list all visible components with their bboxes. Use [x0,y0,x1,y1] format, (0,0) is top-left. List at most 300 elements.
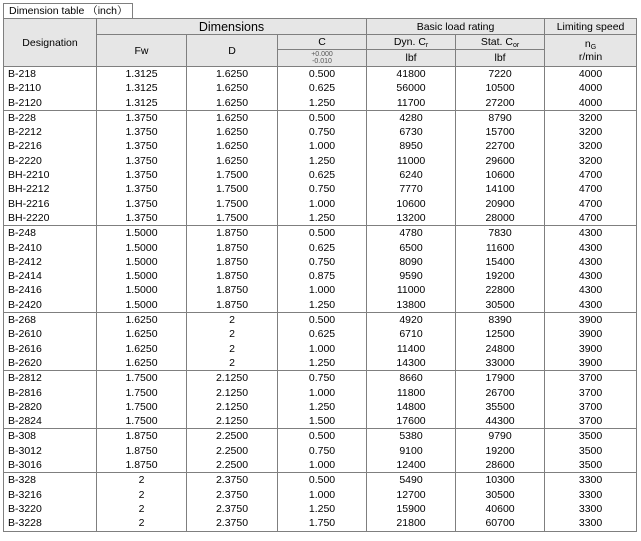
stat-cell-value: 20900 [485,197,515,210]
d-cell-value: 2.3750 [215,474,249,487]
d-cell-value: 2 [229,314,235,327]
dyn-cell-value: 41800 [396,68,426,80]
stat-cell [456,313,545,371]
c-cell-value: 0.625 [308,328,336,341]
designation-cell-value: B-2220 [8,154,42,167]
stat-cell-value: 10500 [485,82,515,95]
fw-cell-value: 1.3750 [125,169,158,182]
stat-cell-value: 26700 [485,386,515,399]
d-cell [187,110,278,225]
stat-cell-value: 29600 [485,154,515,167]
stat-cell [456,110,545,225]
fw-cell-value: 1.6250 [125,328,158,341]
header-stat-unit: lbf [456,50,545,67]
stat-cell-value: 7220 [488,68,512,80]
fw-cell [97,371,187,429]
dyn-cell-value: 4780 [399,227,423,240]
dyn-cell-value: 4920 [399,314,423,327]
table-row-group [4,429,637,473]
dyn-cell-value: 14300 [396,356,426,369]
dyn-cell-value: 5380 [399,430,423,443]
fw-cell [97,429,187,473]
fw-cell-value: 1.7500 [125,386,158,399]
d-cell-value: 2.2500 [215,430,249,443]
stat-cell-value: 17900 [485,372,515,385]
dyn-cell-value: 11000 [396,154,426,167]
d-cell-value: 2.1250 [215,386,249,399]
c-cell-value: 0.750 [308,126,336,139]
dyn-cell-value: 8090 [399,255,423,268]
dyn-cell [367,429,456,473]
speed-cell-value: 3700 [578,415,603,428]
c-cell-value: 0.500 [308,227,336,240]
d-cell-value: 2.3750 [215,488,249,501]
stat-cell-value: 24800 [485,342,515,355]
speed-cell-value: 3200 [578,154,603,167]
header-stat-label: Stat. C [480,35,513,48]
designation-cell-value: B-2820 [8,400,42,413]
fw-cell-value: 1.3750 [125,111,158,124]
dyn-cell [367,67,456,111]
d-cell-value: 1.6250 [215,140,249,153]
c-cell [278,110,367,225]
fw-cell-value: 1.5000 [125,241,158,254]
fw-cell [97,110,187,225]
c-cell [278,429,367,473]
designation-cell-value: B-2110 [8,82,42,95]
c-cell-value: 1.250 [308,154,336,167]
table-row-group [4,110,637,225]
c-cell-value: 0.500 [308,68,336,80]
d-cell-value: 1.7500 [215,169,249,182]
dyn-cell-value: 6710 [399,328,423,341]
dyn-cell-value: 12400 [396,459,426,472]
c-cell-value: 0.500 [308,474,336,487]
designation-cell-value: B-3228 [8,517,42,530]
fw-cell-value: 1.8750 [125,459,158,472]
header-speed-unit: r/min [578,51,603,63]
speed-cell [545,313,637,371]
speed-cell-value: 4000 [578,82,603,95]
stat-cell-value: 11600 [485,241,515,254]
dyn-cell [367,313,456,371]
d-cell-value: 2 [229,342,235,355]
header-stat [456,35,545,50]
designation-cell-value: B-3216 [8,488,42,501]
designation-cell-value: B-2120 [8,96,42,109]
fw-cell-value: 1.5000 [125,227,158,240]
speed-cell [545,429,637,473]
dyn-cell-value: 13800 [396,298,426,311]
table-body [4,67,637,532]
speed-cell-value: 4700 [578,183,603,196]
fw-cell [97,67,187,111]
designation-cell [4,226,97,313]
d-cell-value: 2 [229,356,235,369]
fw-cell-value: 1.3750 [125,183,158,196]
speed-cell-value: 3300 [578,502,603,515]
fw-cell-value: 1.6250 [125,356,158,369]
dyn-cell-value: 9590 [399,270,423,283]
stat-cell [456,473,545,531]
d-cell-value: 1.7500 [215,183,249,196]
fw-cell-value: 1.6250 [125,342,158,355]
fw-cell-value: 2 [138,517,145,530]
dyn-cell-value: 17600 [396,415,426,428]
stat-cell [456,429,545,473]
designation-cell [4,313,97,371]
d-cell-value: 2.1250 [215,372,249,385]
header-c-tolerance [278,50,367,67]
d-cell [187,429,278,473]
designation-cell-value: B-2610 [8,328,42,341]
stat-cell-value: 33000 [485,356,515,369]
stat-cell-value: 8790 [488,111,512,124]
speed-cell-value: 3300 [578,474,603,487]
header-fw: Fw [97,35,187,67]
dyn-cell-value: 11700 [396,96,426,109]
d-cell-value: 2 [229,328,235,341]
designation-cell-value: BH-2210 [8,169,50,182]
fw-cell-value: 1.5000 [125,284,158,297]
fw-cell-value: 1.3750 [125,211,158,224]
speed-cell-value: 3700 [578,400,603,413]
stat-cell-value: 40600 [485,502,515,515]
d-cell-value: 1.8750 [215,298,249,311]
table-row-group [4,473,637,531]
d-cell-value: 1.7500 [215,211,249,224]
c-cell-value: 0.750 [308,444,336,457]
designation-cell-value: BH-2212 [8,183,50,196]
designation-cell-value: BH-2220 [8,211,50,224]
c-cell-value: 0.500 [308,314,336,327]
fw-cell [97,226,187,313]
designation-cell-value: B-2620 [8,356,42,369]
c-cell-value: 1.000 [308,342,336,355]
d-cell-value: 2.2500 [215,444,249,457]
d-cell-value: 2.1250 [215,400,249,413]
header-c-tol-top: +0.000 [311,51,333,58]
c-cell-value: 1.000 [308,197,336,210]
designation-cell [4,67,97,111]
dyn-cell-value: 12700 [396,488,426,501]
header-dyn [367,35,456,50]
fw-cell-value: 1.8750 [125,430,158,443]
header-basic-load-rating: Basic load rating [367,19,545,35]
header-c-label: C [318,36,326,48]
designation-cell-value: B-228 [8,111,37,124]
stat-cell-value: 12500 [485,328,515,341]
c-cell [278,473,367,531]
d-cell-value: 1.8750 [215,270,249,283]
stat-cell-value: 8390 [488,314,512,327]
speed-cell [545,226,637,313]
designation-cell-value: B-248 [8,227,37,240]
dyn-cell [367,371,456,429]
table-row-group [4,371,637,429]
c-cell-value: 0.750 [308,372,336,385]
speed-cell-value: 3500 [578,430,603,443]
stat-cell [456,226,545,313]
designation-cell-value: B-2416 [8,284,42,297]
fw-cell-value: 2 [138,488,145,501]
d-cell-value: 1.7500 [215,197,249,210]
d-cell [187,371,278,429]
dyn-cell-value: 11000 [396,284,426,297]
speed-cell [545,371,637,429]
header-c [278,35,367,50]
dyn-cell-value: 5490 [399,474,423,487]
d-cell [187,226,278,313]
c-cell-value: 0.750 [308,183,336,196]
d-cell [187,67,278,111]
stat-cell [456,67,545,111]
dyn-cell [367,110,456,225]
stat-cell-value: 19200 [485,270,515,283]
designation-cell-value: B-2212 [8,126,42,139]
dyn-cell-value: 15900 [396,502,426,515]
designation-cell-value: B-3012 [8,444,42,457]
table-row-group [4,313,637,371]
stat-cell-value: 28600 [485,459,515,472]
speed-cell-value: 3200 [578,126,603,139]
fw-cell-value: 1.8750 [125,444,158,457]
c-cell-value: 0.500 [308,111,336,124]
d-cell-value: 2.1250 [215,415,249,428]
header-ng-sub: G [590,44,597,51]
d-cell-value: 1.8750 [215,241,249,254]
stat-cell-value: 30500 [485,298,515,311]
fw-cell-value: 1.3125 [125,68,158,80]
designation-cell-value: B-308 [8,430,37,443]
fw-cell-value: 1.3125 [125,96,158,109]
designation-cell [4,110,97,225]
header-ng [545,35,637,67]
table-title: Dimension table （inch） [3,3,133,18]
fw-cell [97,473,187,531]
fw-cell-value: 2 [138,474,145,487]
d-cell [187,473,278,531]
speed-cell-value: 3900 [578,356,603,369]
speed-cell-value: 4000 [578,96,603,109]
stat-cell-value: 7830 [488,227,512,240]
designation-cell-value: B-2824 [8,415,42,428]
d-cell-value: 1.6250 [215,96,249,109]
speed-cell-value: 4300 [578,227,603,240]
stat-cell-value: 22700 [485,140,515,153]
fw-cell-value: 1.3125 [125,82,158,95]
dyn-cell-value: 8660 [399,372,423,385]
stat-cell-value: 35500 [485,400,515,413]
d-cell-value: 1.8750 [215,227,249,240]
designation-cell-value: B-328 [8,474,37,487]
speed-cell-value: 4300 [578,298,603,311]
stat-cell-value: 9790 [488,430,512,443]
c-cell-value: 1.000 [308,386,336,399]
dyn-cell-value: 8950 [399,140,423,153]
dyn-cell [367,473,456,531]
fw-cell-value: 1.6250 [125,314,158,327]
designation-cell-value: B-2816 [8,386,42,399]
c-cell-value: 1.250 [308,211,336,224]
d-cell-value: 1.8750 [215,284,249,297]
d-cell-value: 1.6250 [215,154,249,167]
stat-cell-value: 15400 [485,255,515,268]
d-cell-value: 1.6250 [215,82,249,95]
speed-cell-value: 4700 [578,197,603,210]
designation-cell-value: B-3016 [8,459,42,472]
c-cell-value: 1.250 [308,96,336,109]
speed-cell-value: 3900 [578,328,603,341]
header-dyn-unit: lbf [367,50,456,67]
header-dimensions: Dimensions [97,19,367,35]
c-cell-value: 1.250 [308,502,336,515]
dyn-cell-value: 11400 [396,342,426,355]
fw-cell-value: 1.5000 [125,270,158,283]
d-cell-value: 1.8750 [215,255,249,268]
fw-cell [97,313,187,371]
speed-cell-value: 4700 [578,211,603,224]
header-limiting-speed: Limiting speed [545,19,637,35]
d-cell-value: 2.3750 [215,502,249,515]
speed-cell-value: 4000 [578,68,603,80]
fw-cell-value: 1.7500 [125,372,158,385]
designation-cell-value: BH-2216 [8,197,50,210]
stat-cell-value: 19200 [485,444,515,457]
dimension-table [3,18,637,532]
c-cell-value: 1.000 [308,488,336,501]
dyn-cell-value: 14800 [396,400,426,413]
c-cell [278,313,367,371]
c-cell [278,226,367,313]
stat-cell-value: 10600 [485,169,515,182]
designation-cell [4,429,97,473]
designation-cell-value: B-2410 [8,241,42,254]
stat-cell-value: 44300 [485,415,515,428]
speed-cell-value: 3900 [578,314,603,327]
speed-cell-value: 3200 [578,111,603,124]
c-cell-value: 0.875 [308,270,336,283]
designation-cell-value: B-3220 [8,502,42,515]
designation-cell-value: B-2414 [8,270,42,283]
c-cell-value: 1.750 [308,517,336,530]
speed-cell-value: 4300 [578,270,603,283]
speed-cell-value: 3500 [578,444,603,457]
fw-cell-value: 1.3750 [125,197,158,210]
stat-cell-value: 27200 [485,96,515,109]
speed-cell-value: 4300 [578,241,603,254]
c-cell-value: 1.000 [308,459,336,472]
dyn-cell-value: 6730 [399,126,423,139]
c-cell [278,371,367,429]
designation-cell-value: B-2216 [8,140,42,153]
designation-cell-value: B-2420 [8,298,42,311]
c-cell-value: 1.500 [308,415,336,428]
dyn-cell-value: 6500 [399,241,423,254]
designation-cell-value: B-2812 [8,372,42,385]
speed-cell-value: 3500 [578,459,603,472]
dyn-cell-value: 9100 [399,444,423,457]
designation-cell-value: B-2412 [8,255,42,268]
speed-cell-value: 4700 [578,169,603,182]
dyn-cell-value: 11800 [396,386,426,399]
fw-cell-value: 1.3750 [125,154,158,167]
designation-cell [4,473,97,531]
stat-cell-value: 60700 [485,517,515,530]
speed-cell-value: 3700 [578,372,603,385]
c-cell-value: 1.000 [308,140,336,153]
c-cell-value: 0.750 [308,255,336,268]
speed-cell-value: 3200 [578,140,603,153]
designation-cell [4,371,97,429]
d-cell-value: 1.6250 [215,68,249,80]
speed-cell-value: 3900 [578,342,603,355]
dyn-cell-value: 6240 [399,169,423,182]
speed-cell-value: 3700 [578,386,603,399]
stat-cell-value: 28000 [485,211,515,224]
d-cell-value: 1.6250 [215,126,249,139]
c-cell-value: 1.000 [308,284,336,297]
table-row-group [4,226,637,313]
header-dyn-sub: r [425,41,429,49]
dyn-cell [367,226,456,313]
dyn-cell-value: 10600 [396,197,426,210]
c-cell-value: 0.625 [308,82,336,95]
dyn-cell-value: 21800 [396,517,426,530]
fw-cell-value: 1.5000 [125,255,158,268]
speed-cell-value: 3300 [578,517,603,530]
speed-cell [545,473,637,531]
stat-cell-value: 22800 [485,284,515,297]
header-ng-label: n [584,38,591,50]
fw-cell-value: 1.3750 [125,140,158,153]
c-cell-value: 1.250 [308,298,336,311]
dyn-cell-value: 13200 [396,211,426,224]
header-dyn-label: Dyn. C [393,35,426,48]
fw-cell-value: 1.7500 [125,400,158,413]
dyn-cell-value: 7770 [399,183,423,196]
dyn-cell-value: 56000 [396,82,426,95]
c-cell-value: 0.500 [308,430,336,443]
stat-cell [456,371,545,429]
speed-cell-value: 4300 [578,284,603,297]
fw-cell-value: 1.7500 [125,415,158,428]
speed-cell-value: 4300 [578,255,603,268]
header-stat-sub: or [512,41,520,49]
designation-cell-value: B-268 [8,314,37,327]
c-cell-value: 1.250 [308,356,336,369]
speed-cell [545,67,637,111]
fw-cell-value: 1.5000 [125,298,158,311]
fw-cell-value: 2 [138,502,145,515]
header-d: D [187,35,278,67]
stat-cell-value: 10300 [485,474,515,487]
header-designation: Designation [4,19,97,67]
c-cell-value: 0.625 [308,169,336,182]
designation-cell-value: B-218 [8,68,37,80]
stat-cell-value: 30500 [485,488,515,501]
c-cell-value: 0.625 [308,241,336,254]
designation-cell-value: B-2616 [8,342,42,355]
stat-cell-value: 14100 [485,183,515,196]
fw-cell-value: 1.3750 [125,126,158,139]
dyn-cell-value: 4280 [399,111,423,124]
d-cell-value: 2.3750 [215,517,249,530]
c-cell-value: 1.250 [308,400,336,413]
speed-cell-value: 3300 [578,488,603,501]
d-cell-value: 1.6250 [215,111,249,124]
c-cell [278,67,367,111]
